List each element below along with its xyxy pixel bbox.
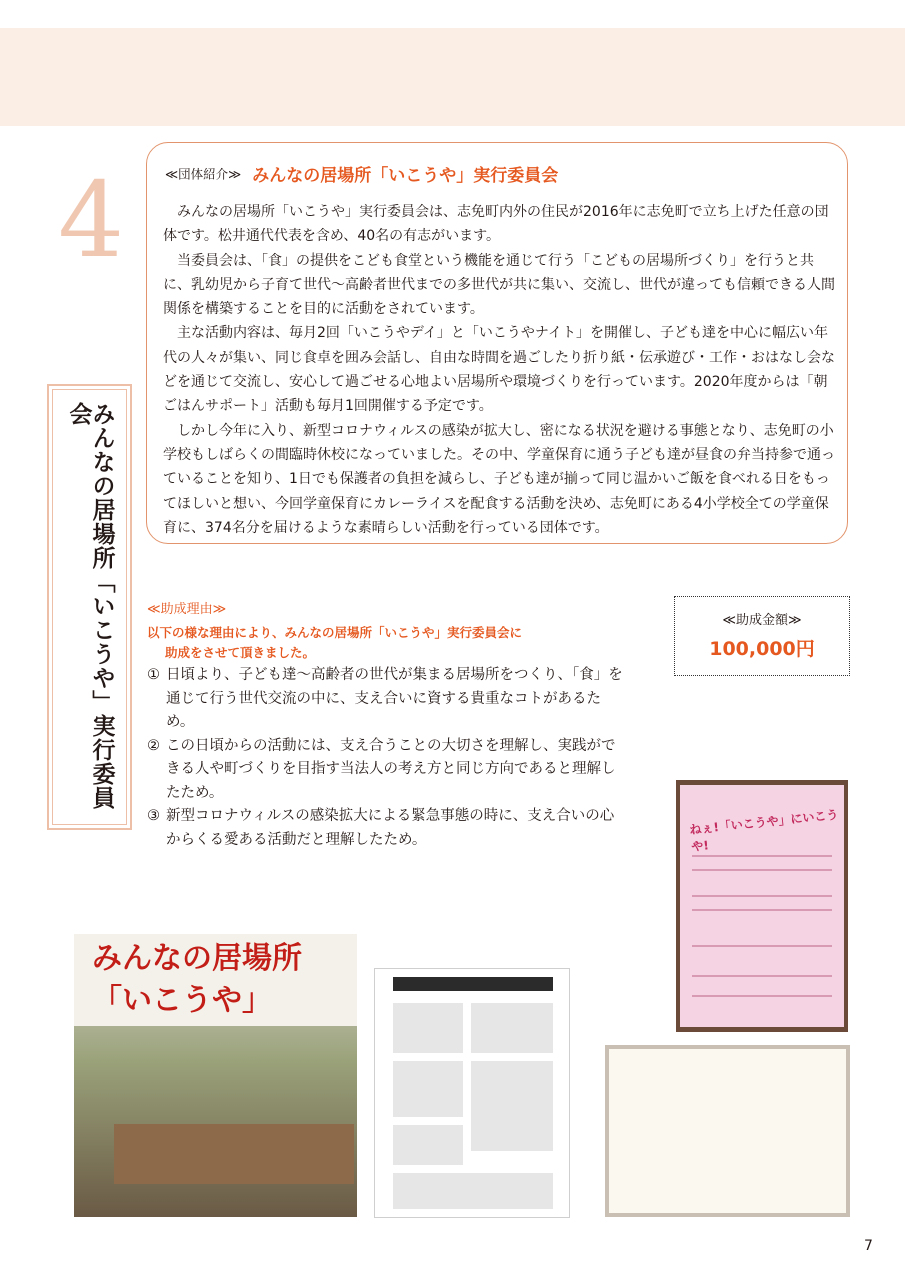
reason-text: この日頃からの活動には、支え合うことの大切さを理解し、実践ができる人や町づくりを目指す当法人の考え方と同じ方向であると理解したため。 [166,737,616,801]
event-table [114,1124,354,1184]
flyer-title: ねぇ!「いこうや」にいこうや! [688,807,839,854]
reason-number: ② [147,737,160,754]
grant-amount-box [674,596,850,676]
reason-item [147,735,627,806]
reason-text: 日頃より、子ども達～高齢者の世代が集まる居場所をつくり、「食」を通じて行う世代交流の中に、支え合いに資する貴重なコトがあるため。 [166,667,623,730]
intro-label: ≪団体紹介≫ [165,166,242,182]
doc-text-block [393,1173,553,1209]
section-number: 4 [58,159,125,281]
reason-list [147,664,627,852]
grant-label: ≪助成金額≫ [722,613,802,628]
doc-table-block [471,1061,553,1151]
side-title-frame [47,384,132,830]
reason-number: ① [147,667,160,683]
flyer-text-line [692,945,832,947]
flyer-text-line [692,995,832,997]
flyer-text-line [692,895,832,897]
top-band [0,28,905,126]
grant-amount: 100,000円 [709,638,815,660]
page-number: 7 [864,1238,873,1254]
reason-text: 新型コロナウィルスの感染拡大による緊急事態の時に、支え合いの心からくる愛ある活動だと理解したため。 [166,808,615,848]
flyer-text-line [692,869,832,871]
doc-text-block [471,1003,553,1053]
reason-lead-line: 以下の様な理由により、みんなの居場所「いこうや」実行委員会に [147,625,523,640]
intro-box [146,142,848,544]
event-photo [74,934,357,1217]
intro-paragraph: 主な活動内容は、毎月2回「いこうやデイ」と「いこうやナイト」を開催し、子ども達を中心に幅広い年代の人々が集い、同じ食卓を囲み会話し、自由な時間を過ごしたり折り紙・伝承遊び・工作・おはなし会などを通じて交流し、安心して過ごせる心地よい居場所や環境づくりを行っています。2020年度からは「朝ごはんサポート」活動も毎月1回開催する予定です。 [163,325,835,415]
doc-image-block [393,1125,463,1165]
doc-header-bar [393,977,553,991]
reason-label: ≪助成理由≫ [147,602,227,617]
side-title: みんなの居場所「いこうや」実行委員会 [65,402,115,810]
reason-lead-line: 助成をさせて頂きました。 [165,645,316,660]
intro-paragraph: 当委員会は、「食」の提供をこども食堂という機能を通じて行う「こどもの居場所づくり」を行うと共に、乳幼児から子育て世代～高齢者世代までの多世代が共に集い、交流し、世代が違っても信頼できる人間関係を構築することを目的に活動をされています。 [163,252,835,318]
intro-title: みんなの居場所「いこうや」実行委員会 [252,166,559,186]
thank-you-card-photo [605,1045,850,1217]
doc-image-block [393,1003,463,1053]
flyer-text-line [692,909,832,911]
report-document-photo [374,968,570,1218]
flyer-text-line [692,855,832,857]
intro-paragraph: みんなの居場所「いこうや」実行委員会は、志免町内外の住民が2016年に志免町で立ち上げた任意の団体です。松井通代代表を含め、40名の有志がいます。 [163,204,829,245]
reason-number: ③ [147,808,160,824]
event-banner-text: みんなの居場所 「いこうや」 [92,941,302,1018]
intro-paragraph: しかし今年に入り、新型コロナウィルスの感染が拡大し、密になる状況を避ける事態となり、志免町の小学校もしばらくの間臨時休校になっていました。その中、学童保育に通う子ども達が昼食の弁当持参で通っていることを知り、1日でも保護者の負担を減らし、子ども達が揃って同じ温かいご飯を食べれる日をもってほしいと想い、今回学童保育にカレーライスを配食する活動を決め、志免町にある4小学校全ての学童保育に、374名分を届けるような素晴らしい活動を行っている団体です。 [163,422,835,536]
intro-body [163,200,835,540]
reason-lead [147,623,627,663]
doc-image-block [393,1061,463,1117]
flyer-text-line [692,975,832,977]
event-banner [74,934,357,1026]
intro-header [165,161,558,186]
flyer-photo [676,780,848,1032]
reason-item [147,664,627,735]
reason-item [147,805,627,852]
